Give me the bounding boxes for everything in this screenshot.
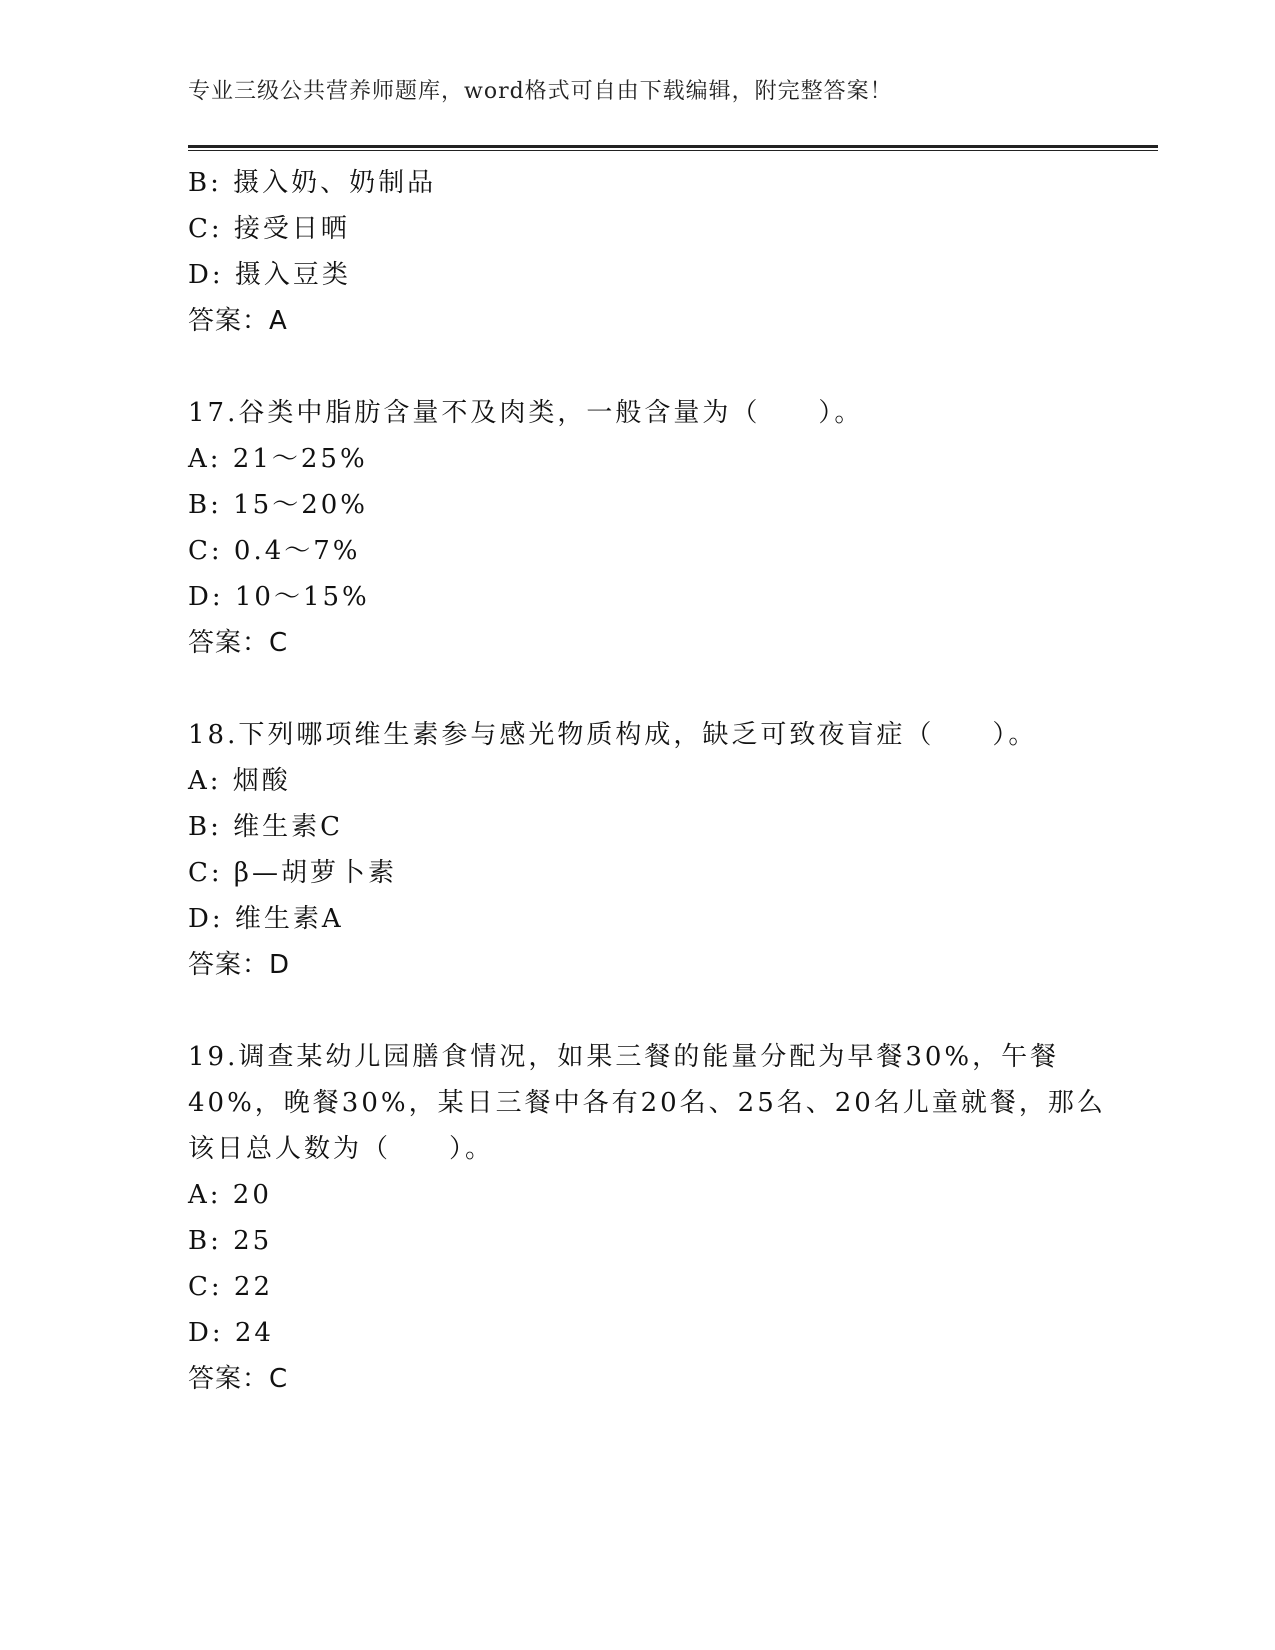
question-block [188,712,1088,988]
option-line: D: 摄入豆类 [188,260,351,290]
question-block [188,1034,1106,1402]
header-divider-thin [188,150,1158,151]
question-text-line: 该日总人数为（ ）。 [188,1134,495,1164]
option-line: D: 维生素A [188,904,344,934]
option-line: C: 22 [188,1272,274,1302]
question-block [188,390,1088,666]
question-text: 17.谷类中脂肪含量不及肉类，一般含量为（ ）。 [188,398,864,428]
option-line: A: 21～25% [188,444,368,474]
question-text: 18.下列哪项维生素参与感光物质构成，缺乏可致夜盲症（ ）。 [188,720,1038,750]
option-line: D: 24 [188,1318,274,1348]
answer-line: 答案：C [188,628,289,658]
spacer [188,666,1088,712]
carryover-block [188,160,1088,344]
option-line: B: 摄入奶、奶制品 [188,168,437,198]
answer-line: 答案：D [188,950,291,980]
answer-line: 答案：A [188,306,288,336]
header-divider-thick [188,145,1158,148]
option-line: B: 15～20% [188,490,369,520]
option-line: B: 维生素C [188,812,344,842]
page-header: 专业三级公共营养师题库，word格式可自由下载编辑，附完整答案！ [188,79,893,104]
option-line: C: 接受日晒 [188,214,350,244]
answer-line: 答案：C [188,1364,289,1394]
option-line: C: β—胡萝卜素 [188,858,397,888]
option-line: A: 20 [188,1180,272,1210]
question-content [188,160,1106,1402]
option-line: C: 0.4～7% [188,536,361,566]
spacer [188,344,1088,390]
question-text-line: 40%，晚餐30%，某日三餐中各有20名、25名、20名儿童就餐，那么 [188,1088,1106,1118]
option-line: B: 25 [188,1226,273,1256]
spacer [188,988,1088,1034]
option-line: A: 烟酸 [188,766,291,796]
question-text-line: 19.调查某幼儿园膳食情况，如果三餐的能量分配为早餐30%，午餐 [188,1042,1060,1072]
option-line: D: 10～15% [188,582,370,612]
